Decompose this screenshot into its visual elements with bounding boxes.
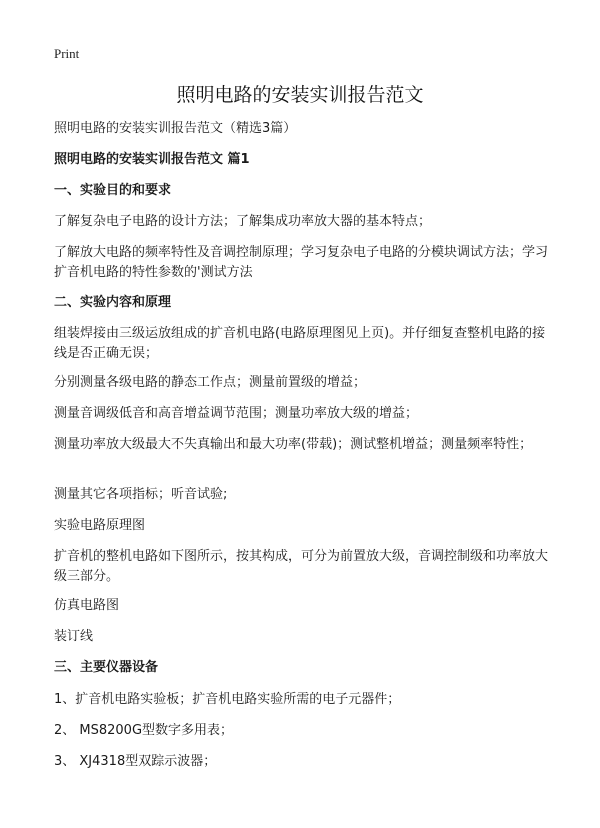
article-heading: 照明电路的安装实训报告范文 篇1	[54, 152, 250, 167]
paragraph-4: 分别测量各级电路的静态工作点；测量前置级的增益；	[54, 375, 367, 390]
paragraph-6: 测量功率放大级最大不失真输出和最大功率(带载)；测试整机增益；测量频率特性；	[54, 437, 533, 452]
paragraph-3: 组装焊接由三级运放组成的扩音机电路(电路原理图见上页)。并仔细复查整机电路的接线是否正确无误；	[54, 326, 546, 361]
paragraph-10: 仿真电路图	[54, 598, 120, 613]
paragraph-11: 装订线	[54, 629, 94, 644]
section-heading-2: 二、实验内容和原理	[54, 295, 172, 310]
section-heading-3: 三、主要仪器设备	[54, 660, 159, 675]
paragraph-7: 测量其它各项指标；听音试验;	[54, 487, 228, 502]
paragraph-5: 测量音调级低音和高音增益调节范围；测量功率放大级的增益；	[54, 406, 419, 421]
paragraph-8: 实验电路原理图	[54, 518, 146, 533]
paragraph-9: 扩音机的整机电路如下图所示，按其构成，可分为前置放大级，音调控制级和功率放大级三部分。	[54, 549, 549, 584]
section-heading-1: 一、实验目的和要求	[54, 183, 172, 198]
paragraph-14: 3、 XJ4318型双踪示波器；	[54, 754, 217, 769]
page-title: 照明电路的安装实训报告范文	[176, 84, 424, 106]
paragraph-13: 2、 MS8200G型数字多用表；	[54, 723, 234, 738]
paragraph-2: 了解放大电路的频率特性及音调控制原理；学习复杂电子电路的分模块调试方法；学习扩音机电路的特性参数的'测试方法	[54, 245, 549, 280]
print-link[interactable]: Print	[54, 46, 80, 61]
paragraph-1: 了解复杂电子电路的设计方法；了解集成功率放大器的基本特点；	[54, 214, 432, 229]
document-subtitle: 照明电路的安装实训报告范文（精选3篇）	[54, 121, 297, 136]
paragraph-12: 1、扩音机电路实验板；扩音机电路实验所需的电子元器件；	[54, 692, 401, 707]
